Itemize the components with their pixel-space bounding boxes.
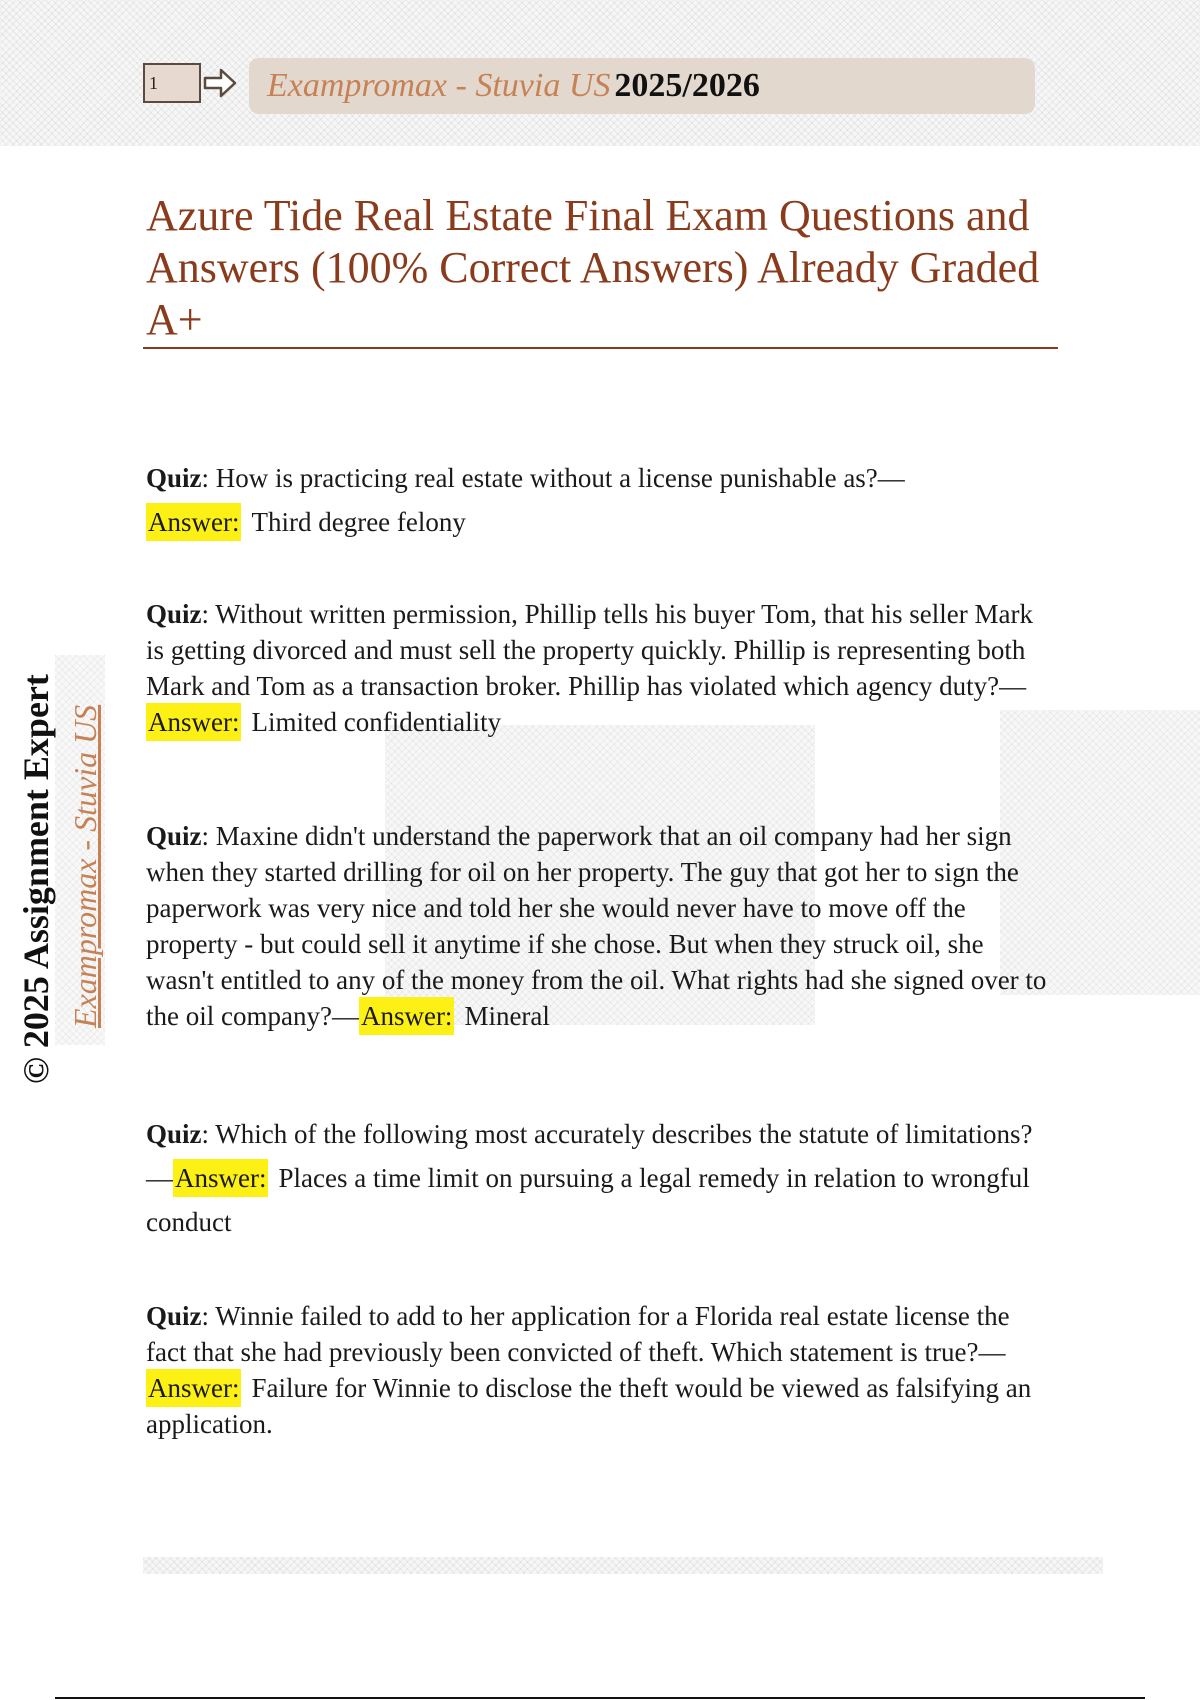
answer-text: Places a time limit on pursuing a legal remedy in relation to wrongful conduct xyxy=(146,1163,1030,1237)
answer-label: Answer: xyxy=(146,503,241,541)
question-text: : Which of the following most accurately describes the statute of limitations?— xyxy=(146,1119,1033,1193)
answer-label: Answer: xyxy=(146,1369,241,1407)
answer-label: Answer: xyxy=(359,997,454,1035)
footer-rule xyxy=(55,1697,1145,1699)
question-text: : Without written permission, Phillip tells his buyer Tom, that his seller Mark is getting divorced and must sell the property quickly. Phillip is representing both Mark and Tom as a transaction broker. Phillip has violated which agency duty?— xyxy=(146,599,1033,701)
question-text: : How is practicing real estate without a license punishable as?— xyxy=(201,463,905,493)
copyright-notice: © 2025 Assignment Expert xyxy=(16,674,56,1084)
quiz-item xyxy=(146,456,1051,544)
quiz-label: Quiz xyxy=(146,463,202,493)
brand-name: Exampromax - Stuvia US xyxy=(267,67,611,104)
title-underline xyxy=(143,347,1058,349)
quiz-label: Quiz xyxy=(146,599,202,629)
sidebar-brand: Exampromax - Stuvia US xyxy=(67,704,103,1028)
quiz-label: Quiz xyxy=(146,821,202,851)
page-number-box xyxy=(143,63,201,103)
quiz-item xyxy=(146,1298,1051,1442)
quiz-item xyxy=(146,596,1051,740)
question-text: : Winnie failed to add to her application for a Florida real estate license the fact that she had previously been convicted of theft. Which statement is true?— xyxy=(146,1301,1010,1367)
quiz-item xyxy=(146,1112,1051,1244)
quiz-label: Quiz xyxy=(146,1301,202,1331)
answer-text: Limited confidentiality xyxy=(251,707,502,737)
header-banner xyxy=(249,58,1035,114)
document-title: Azure Tide Real Estate Final Exam Questions and Answers (100% Correct Answers) Already Graded A+ xyxy=(146,191,1040,344)
page-number: 1 xyxy=(149,73,158,93)
answer-text: Third degree felony xyxy=(251,507,466,537)
footer-pattern-band xyxy=(143,1557,1103,1574)
question-text: : Maxine didn't understand the paperwork that an oil company had her sign when they started drilling for oil on her property. The guy that got her to sign the paperwork was very nice and told her she would never have to move off the property - but could sell it anytime if she chose. But when they struck oil, she wasn't entitled to any of the money from the oil. What rights had she signed over to the oil company?— xyxy=(146,821,1047,1031)
vertical-watermark xyxy=(15,528,135,1088)
arrow-right-icon xyxy=(203,67,237,99)
answer-text: Failure for Winnie to disclose the theft would be viewed as falsifying an application. xyxy=(146,1373,1032,1439)
answer-label: Answer: xyxy=(146,703,241,741)
answer-text: Mineral xyxy=(464,1001,550,1031)
academic-year: 2025/2026 xyxy=(614,67,760,104)
quiz-item xyxy=(146,818,1051,1034)
quiz-label: Quiz xyxy=(146,1119,202,1149)
answer-label: Answer: xyxy=(173,1159,268,1197)
